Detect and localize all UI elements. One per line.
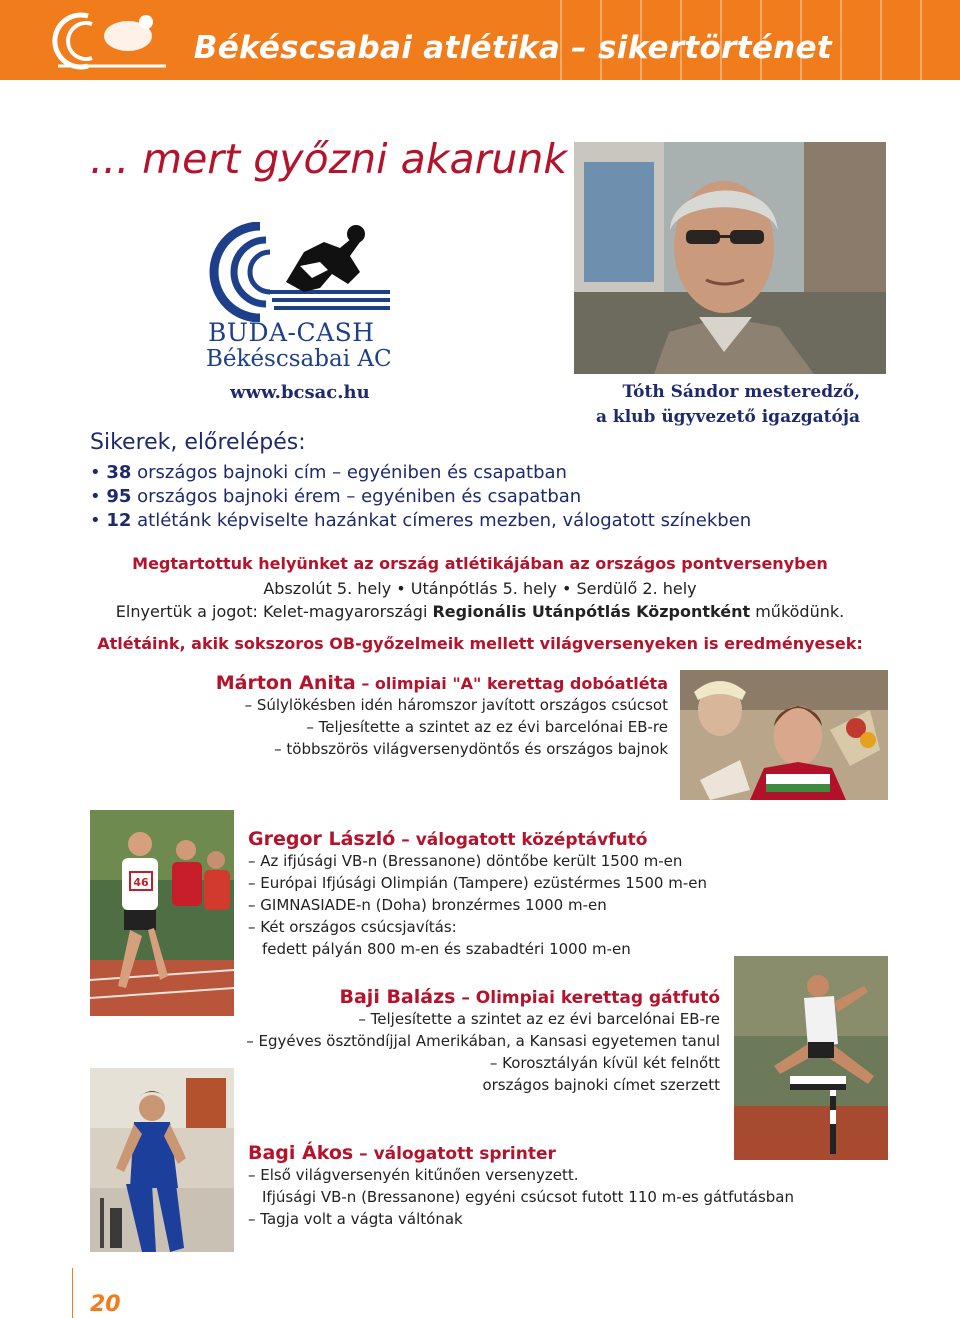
achievements-list: [90, 461, 751, 533]
athlete-line: – Korosztályán kívül két felnőtt: [489, 1054, 720, 1072]
athlete-achievements: [216, 694, 668, 760]
athlete-line: – Európai Ifjúsági Olimpián (Tampere) ezüstérmes 1500 m-en: [248, 874, 708, 892]
athlete-line: fedett pályán 800 m-en és szabadtéri 1000 m-en: [262, 940, 631, 958]
club-logo-line2: Békéscsabai AC: [206, 346, 392, 372]
header-stripe: [920, 0, 922, 80]
athlete-achievements: [248, 850, 707, 960]
header-title: Békéscsabai atlétika – sikertörténet: [193, 30, 832, 66]
athlete-role: – válogatott középtávfutó: [395, 830, 648, 850]
athlete-name: Bagi Ákos: [248, 1142, 354, 1164]
regional-center-note: [0, 602, 960, 621]
athlete-line: Ifjúsági VB-n (Bressanone) egyéni csúcsot futott 110 m-es gátfutásban: [262, 1188, 795, 1206]
athlete-line: – Az ifjúsági VB-n (Bressanone) döntőbe került 1500 m-en: [248, 852, 683, 870]
club-logo: [200, 222, 400, 372]
coach-caption-line2: a klub ügyvezető igazgatója: [595, 407, 860, 427]
athlete-line: – Súlylökésben idén háromszor javított országos csúcsot: [244, 696, 668, 714]
coach-portrait-image: [574, 142, 886, 374]
athlete-role: – olimpiai "A" kerettag dobóatléta: [355, 674, 668, 693]
athlete-line: – többszörös világversenydöntős és országos bajnok: [274, 740, 668, 758]
athlete-marton-anita: [216, 672, 668, 760]
regional-bold: Regionális Utánpótlás Központként: [432, 602, 751, 621]
athlete-line: – GIMNASIADE-n (Doha) bronzérmes 1000 m-en: [248, 896, 607, 914]
ranking-headline: Megtartottuk helyünket az ország atlétikájában az országos pontversenyben: [132, 554, 828, 573]
athlete-achievements: [246, 1008, 720, 1096]
headline-prefix: ... mert: [90, 135, 254, 183]
athlete-line: országos bajnoki címet szerzett: [482, 1076, 720, 1094]
athlete-name: Gregor László: [248, 828, 396, 850]
athlete-line: – Egyéves ösztöndíjjal Amerikában, a Kansasi egyetemen tanul: [246, 1032, 720, 1050]
achievement-item: • 38 országos bajnoki cím – egyéniben és csapatban: [90, 462, 567, 483]
page-header: [0, 0, 960, 80]
achievement-text: országos bajnoki cím – egyéniben és csapatban: [131, 462, 567, 483]
race-bib-number: 46: [133, 876, 149, 889]
page-number: 20: [90, 1292, 121, 1317]
marton-anita-photo: [680, 670, 888, 800]
gregor-laszlo-image: [90, 810, 234, 1016]
coach-caption: [596, 380, 860, 430]
bagi-akos-photo: [90, 1068, 234, 1252]
achievement-text: országos bajnoki érem – egyéniben és csapatban: [131, 486, 582, 507]
achievement-number: 95: [106, 486, 132, 507]
achievement-text: atlétánk képviselte hazánkat címeres mezben, válogatott színekben: [131, 510, 752, 531]
achievement-number: 12: [106, 510, 132, 531]
regional-suffix: működünk.: [750, 602, 845, 621]
athlete-bagi-akos: [248, 1142, 794, 1230]
page-headline: [90, 135, 567, 183]
regional-prefix: Elnyertük a jogot: Kelet-magyarországi: [115, 602, 433, 621]
athlete-gregor-laszlo: [248, 828, 707, 960]
athlete-name: Baji Balázs: [339, 986, 456, 1008]
athlete-line: – Első világversenyén kitűnően versenyzett.: [248, 1166, 579, 1184]
achievement-item: • 95 országos bajnoki érem – egyéniben és csapatban: [90, 486, 582, 507]
athlete-line: – Tagja volt a vágta váltónak: [248, 1210, 463, 1228]
header-stripe: [880, 0, 882, 80]
baji-balazs-photo: [734, 956, 888, 1160]
coach-photo: [574, 142, 886, 374]
headline-emphasis: győzni: [253, 135, 388, 183]
athletes-intro: Atlétáink, akik sokszoros OB-győzelmeik mellett világversenyeken is eredményesek:: [97, 634, 863, 653]
ranking-places: Abszolút 5. hely • Utánpótlás 5. hely • Serdülő 2. hely: [263, 579, 697, 598]
athlete-achievements: [248, 1164, 794, 1230]
club-logo-line1: BUDA-CASH: [208, 318, 375, 347]
bagi-akos-image: [90, 1068, 234, 1252]
athlete-baji-balazs: [246, 986, 720, 1096]
header-stripe: [840, 0, 842, 80]
header-runner-logo-icon: [48, 10, 168, 72]
athlete-role: – válogatott sprinter: [353, 1144, 556, 1164]
athlete-heading: [248, 1142, 794, 1164]
athlete-line: – Teljesítette a szintet az ez évi barcelónai EB-re: [358, 1010, 720, 1028]
athlete-role: – Olimpiai kerettag gátfutó: [455, 988, 720, 1008]
athlete-heading: [216, 672, 668, 694]
club-runner-emblem-icon: [200, 222, 400, 322]
achievements-title: Sikerek, előrelépés:: [90, 430, 306, 455]
achievement-number: 38: [106, 462, 132, 483]
athlete-line: – Két országos csúcsjavítás:: [248, 918, 457, 936]
athlete-name: Márton Anita: [215, 672, 356, 694]
athlete-heading: [246, 986, 720, 1008]
coach-caption-line1: Tóth Sándor mesteredző,: [622, 382, 860, 402]
gregor-laszlo-photo: [90, 810, 234, 1016]
marton-anita-image: [680, 670, 888, 800]
headline-suffix: akarunk: [387, 135, 568, 183]
club-website: www.bcsac.hu: [230, 382, 370, 403]
athlete-line: – Teljesítette a szintet az ez évi barcelónai EB-re: [306, 718, 668, 736]
achievement-item: • 12 atlétánk képviselte hazánkat címeres mezben, válogatott színekben: [90, 510, 752, 531]
baji-balazs-image: [734, 956, 888, 1160]
footer-rule: [72, 1268, 73, 1318]
athlete-heading: [248, 828, 707, 850]
